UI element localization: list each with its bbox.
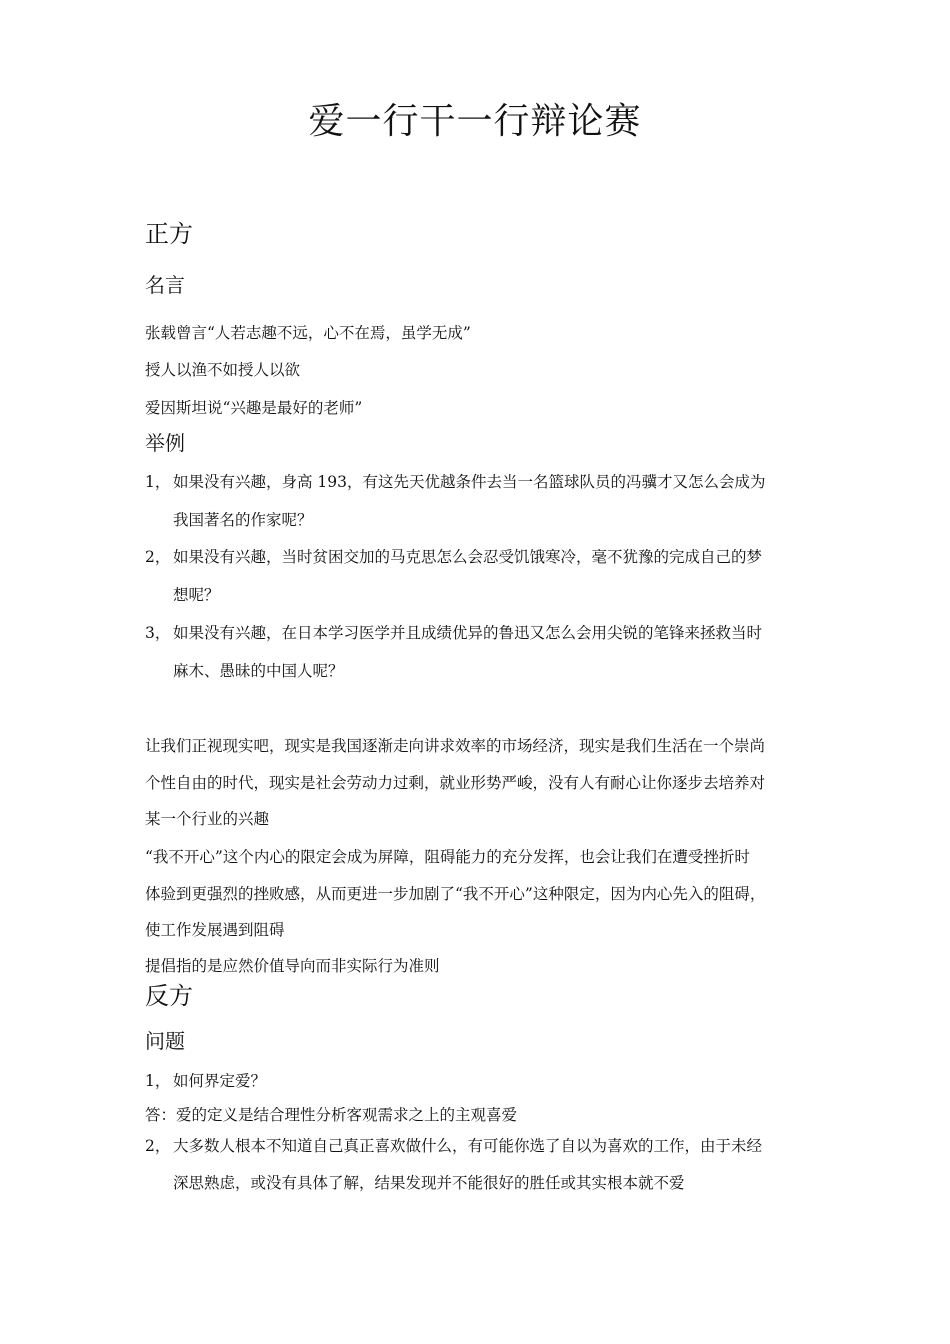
list-number: 1， [145,473,171,491]
quote-line: 爱因斯坦说“兴趣是最好的老师” [145,399,363,417]
answer-text: 答：爱的定义是结合理性分析客观需求之上的主观喜爱 [145,1106,518,1124]
paragraph-line: 让我们正视现实吧，现实是我国逐渐走向讲求效率的市场经济，现实是我们生活在一个崇尚 [145,737,766,755]
paragraph-line: “我不开心”这个内心的限定会成为屏障，阻碍能力的充分发挥，也会让我们在遭受挫折时 [145,848,750,866]
list-item-text: 我国著名的作家呢？ [173,511,313,529]
list-item-text: 如果没有兴趣，在日本学习医学并且成绩优异的鲁迅又怎么会用尖锐的笔锋来拯救当时 [173,624,763,642]
questions-heading: 问题 [145,1029,185,1053]
paragraph-line: 体验到更强烈的挫败感，从而更进一步加剧了“我不开心”这种限定，因为内心先入的阻碍， [145,885,766,903]
paragraph-line: 某一个行业的兴趣 [145,810,270,828]
examples-heading: 举例 [145,431,185,455]
list-number: 2， [145,548,171,566]
question-text: 大多数人根本不知道自己真正喜欢做什么，有可能你选了自以为喜欢的工作，由于未经 [173,1137,763,1155]
list-item-text: 想呢？ [173,586,220,604]
paragraph-line: 使工作发展遇到阻碍 [145,921,285,939]
list-number: 3， [145,624,171,642]
quote-line: 授人以渔不如授人以欲 [145,361,301,379]
paragraph-line: 个性自由的时代，现实是社会劳动力过剩，就业形势严峻，没有人有耐心让你逐步去培养对 [145,774,766,792]
pro-heading: 正方 [145,220,193,248]
question-text: 深思熟虑，或没有具体了解，结果发现并不能很好的胜任或其实根本就不爱 [173,1174,685,1192]
con-heading: 反方 [145,982,193,1010]
list-item-text: 如果没有兴趣，身高 193，有这先天优越条件去当一名篮球队员的冯骥才又怎么会成为 [173,473,766,491]
list-number: 1， [145,1072,171,1090]
list-number: 2， [145,1137,171,1155]
quotes-heading: 名言 [145,273,185,297]
paragraph-line: 提倡指的是应然价值导向而非实际行为准则 [145,957,440,975]
document-title: 爱一行干一行辩论赛 [308,101,642,142]
question-text: 如何界定爱？ [173,1072,267,1090]
quote-line: 张载曾言“人若志趣不远，心不在焉，虽学无成” [145,324,471,342]
list-item-text: 如果没有兴趣，当时贫困交加的马克思怎么会忍受饥饿寒冷，毫不犹豫的完成自己的梦 [173,548,763,566]
list-item-text: 麻木、愚昧的中国人呢？ [173,662,344,680]
